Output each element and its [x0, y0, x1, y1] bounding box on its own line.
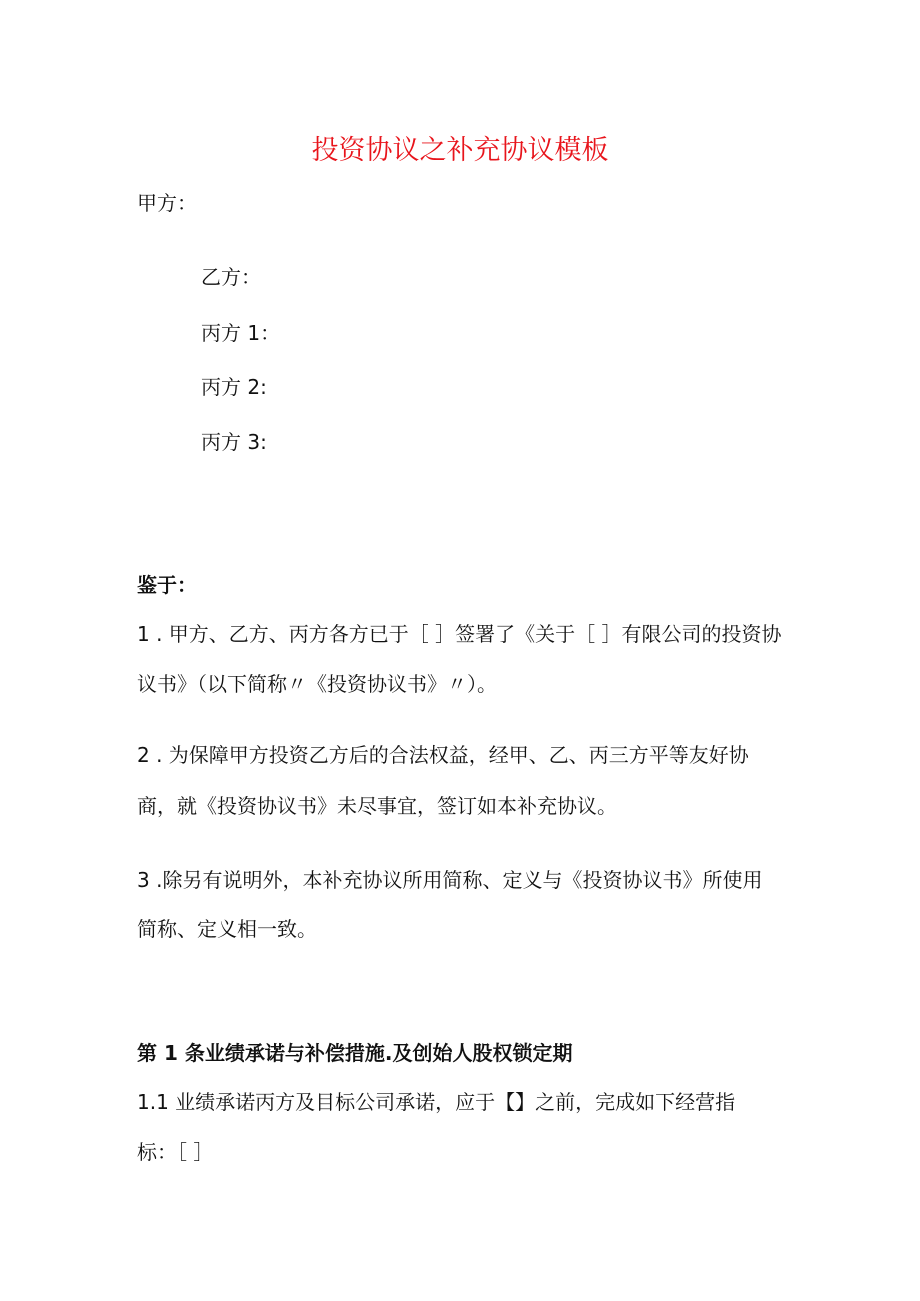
party-c2-label: 丙方 2:: [201, 375, 267, 399]
clause-1-1-line-2: 标：［ ］: [137, 1140, 214, 1164]
clause-1-1-line-1: 1.1 业绩承诺丙方及目标公司承诺，应于【】之前，完成如下经营指: [137, 1090, 736, 1114]
recital-2-line-2: 商，就《投资协议书》未尽事宜，签订如本补充协议。: [137, 794, 617, 818]
recitals-heading: 鉴于：: [137, 573, 197, 597]
document-title: 投资协议之补充协议模板: [311, 135, 609, 166]
recital-1-line-1: 1 . 甲方、乙方、丙方各方已于［ ］签署了《关于［ ］有限公司的投资协: [137, 622, 782, 646]
recital-1-line-2: 议书》（以下简称〃《投资协议书》〃）。: [137, 672, 497, 696]
recital-3-line-2: 简称、定义相一致。: [137, 917, 317, 941]
party-c3-label: 丙方 3:: [201, 430, 267, 454]
recital-3-line-1: 3 .除另有说明外，本补充协议所用简称、定义与《投资协议书》所使用: [137, 868, 763, 892]
recital-2-line-1: 2 . 为保障甲方投资乙方后的合法权益，经甲、乙、丙三方平等友好协: [137, 743, 749, 767]
party-a-label: 甲方：: [137, 191, 197, 215]
party-b-label: 乙方：: [201, 265, 261, 289]
party-c1-label: 丙方 1：: [201, 321, 281, 345]
article-1-heading: 第 1 条业绩承诺与补偿措施.及创始人股权锁定期: [137, 1041, 573, 1065]
